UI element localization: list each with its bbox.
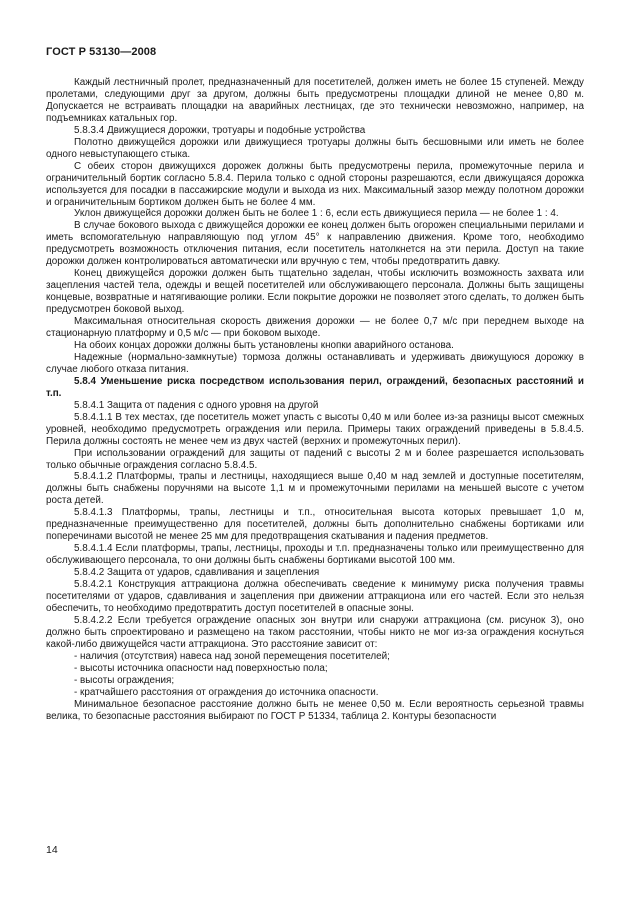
- paragraph-side-exit: В случае бокового выхода с движущейся дорожки ее конец должен быть огорожен специальными перилами и иметь вспомогательную направляющую под углом 45° к направлению движения. Кроме того, необходимо предусмотреть возможность отключения питания, если посетитель натолкнется на эти перила. Доступ на такие дорожки должен контролироваться автоматически или вручную с тем, чтобы предотвратить давку.: [46, 220, 584, 268]
- paragraph-staff-platforms: 5.8.4.1.4 Если платформы, трапы, лестницы, проходы и т.п. предназначены только или преимущественно для обслуживающего персонала, то они должны быть снабжены бортиками высотой 100 мм.: [46, 543, 584, 567]
- section-heading-risk-reduction: 5.8.4 Уменьшение риска посредством использования перил, ограждений, безопасных расстояний и т.п.: [46, 375, 584, 399]
- paragraph-fences-2m: При использовании ограждений для защиты от падений с высоты 2 м и более разрешается использовать только обычные ограждения согласно 5.8.4.5.: [46, 447, 584, 471]
- page-number: 14: [46, 844, 58, 856]
- subsection-heading-moving-walkways: 5.8.3.4 Движущиеся дорожки, тротуары и подобные устройства: [74, 124, 366, 136]
- paragraph-walkway-slope: Уклон движущейся дорожки должен быть не более 1 : 6, если есть движущиеся перила — не более 1 : 4.: [74, 208, 559, 220]
- paragraph-min-safe-distance: Минимальное безопасное расстояние должно быть не менее 0,50 м. Если вероятность серьезной травмы велика, то безопасные расстояния выбирают по ГОСТ Р 51334, таблица 2. Контуры безопасности: [46, 698, 584, 722]
- subsection-heading-impact-protection: 5.8.4.2 Защита от ударов, сдавливания и зацепления: [74, 567, 320, 579]
- paragraph-toe-boards: 5.8.4.1.3 Платформы, трапы, лестницы и т.п., относительная высота которых превышает 1,0 м, предназначенные преимущественно для посетителей, должны быть дополнительно снабжены бортиками или поперечинами высотой не менее 25 мм для предотвращения скатывания и падения предметов.: [46, 507, 584, 543]
- paragraph-brakes: Надежные (нормально-замкнутые) тормоза должны останавливать и удерживать движущуюся дорожку в случае любого отказа питания.: [46, 351, 584, 375]
- document-body: [46, 77, 584, 722]
- list-item: - высоты источника опасности над поверхностью пола;: [74, 662, 328, 674]
- document-header: ГОСТ Р 53130—2008: [46, 46, 157, 58]
- paragraph-walkway-joints: Полотно движущейся дорожки или движущиеся тротуары должны быть бесшовными или иметь не более одного невыступающего стыка.: [46, 136, 584, 160]
- list-item: - кратчайшего расстояния от ограждения до источника опасности.: [74, 686, 379, 698]
- subsection-heading-fall-protection: 5.8.4.1 Защита от падения с одного уровня на другой: [74, 399, 319, 411]
- paragraph-stair-flights: Каждый лестничный пролет, предназначенный для посетителей, должен иметь не более 15 ступеней. Между пролетами, следующими друг за другом, должны быть предусмотрены площадки длиной не менее 0,80 м. Допускается не встраивать площадки на аварийных лестницах, где это технически невозможно, например, на подъемниках катальных гор.: [46, 77, 584, 124]
- paragraph-walkway-railings: С обеих сторон движущихся дорожек должны быть предусмотрены перила, промежуточные перила и ограничительный бортик согласно 5.8.4. Перила только с одной стороны разрешаются, если движущаяся дорожка используется для посадки в пассажирские модули и выхода из них. Максимальный зазор между полотном дорожки и ограничительным бортиком должен быть не более 4 мм.: [46, 160, 584, 208]
- paragraph-walkway-end: Конец движущейся дорожки должен быть тщательно заделан, чтобы исключить возможность захвата или зацепления частей тела, одежды и вещей посетителей или обслуживающего персонала. Должны быть защищены концевые, возвратные и натягивающие ролики. Если покрытие дорожки не позволяет этого сделать, то должен быть предусмотрен боковой выход.: [46, 268, 584, 316]
- list-item: - наличия (отсутствия) навеса над зоной перемещения посетителей;: [74, 650, 390, 662]
- list-item: - высоты ограждения;: [74, 674, 175, 686]
- paragraph-platforms-handrails: 5.8.4.1.2 Платформы, трапы и лестницы, находящиеся выше 0,40 м над землей и доступные посетителям, должны быть снабжены поручнями на высоте 1,1 м и промежуточными перилами на меньшей высоте с учетом роста детей.: [46, 471, 584, 507]
- paragraph-max-speed: Максимальная относительная скорость движения дорожки — не более 0,7 м/с при переднем выходе на стационарную платформу и 0,5 м/с — при боковом выходе.: [46, 316, 584, 340]
- paragraph-fall-height: 5.8.4.1.1 В тех местах, где посетитель может упасть с высоты 0,40 м или более из-за разницы высот смежных уровней, необходимо предусмотреть ограждения или перила. Примеры таких ограждений приведены в 5.8.4.5. Перила должны состоять не менее чем из двух частей (верхних и промежуточных перил).: [46, 411, 584, 447]
- paragraph-emergency-stop: На обоих концах дорожки должны быть установлены кнопки аварийного останова.: [74, 339, 454, 351]
- paragraph-design-risk: 5.8.4.2.1 Конструкция аттракциона должна обеспечивать сведение к минимуму риска получения травмы посетителями от ударов, сдавливания и зацепления при движении аттракциона или его частей. Если это нельзя обеспечить, то необходимо предотвратить доступ посетителей в опасные зоны.: [46, 579, 584, 614]
- paragraph-hazard-zone-fencing: 5.8.4.2.2 Если требуется ограждение опасных зон внутри или снаружи аттракциона (см. рисунок 3), оно должно быть спроектировано и размещено на таком расстоянии, чтобы никто не мог из-за ограждения коснуться какой-либо движущейся части аттракциона. Это расстояние зависит от:: [46, 614, 584, 650]
